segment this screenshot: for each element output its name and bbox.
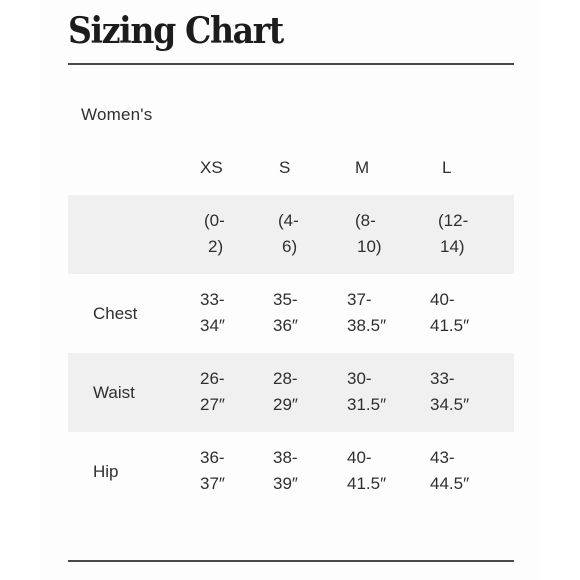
size-range-s: (4- 6) (278, 211, 299, 256)
waist-l: 33- 34.5″ (430, 369, 470, 414)
measurement-row-hip (68, 432, 514, 511)
chest-xs: 33- 34″ (200, 290, 225, 335)
page-title: Sizing Chart (68, 10, 283, 52)
hip-xs: 36- 37″ (200, 448, 225, 493)
hip-l: 43- 44.5″ (430, 448, 470, 493)
size-range-l: (12- 14) (438, 211, 469, 256)
size-header-l: L (442, 158, 452, 177)
size-header-row (68, 141, 514, 195)
chest-l: 40- 41.5″ (430, 290, 470, 335)
size-range-m: (8- 10) (355, 211, 382, 256)
size-range-row (68, 195, 514, 274)
chest-m: 37- 38.5″ (347, 290, 387, 335)
hip-s: 38- 39″ (273, 448, 298, 493)
size-header-m: M (355, 158, 370, 177)
waist-m: 30- 31.5″ (347, 369, 387, 414)
row-label-hip: Hip (93, 462, 119, 481)
hip-m: 40- 41.5″ (347, 448, 387, 493)
size-range-xs: (0- 2) (204, 211, 225, 256)
size-header-s: S (279, 158, 291, 177)
section-label: Women's (81, 105, 153, 124)
title-divider (68, 63, 514, 65)
row-label-waist: Waist (93, 383, 135, 402)
row-label-chest: Chest (93, 304, 138, 323)
measurement-row-waist (68, 353, 514, 432)
chest-s: 35- 36″ (273, 290, 298, 335)
footer-divider (68, 560, 514, 562)
sizing-table (68, 141, 514, 511)
measurement-row-chest (68, 274, 514, 353)
size-header-xs: XS (200, 158, 223, 177)
waist-s: 28- 29″ (273, 369, 298, 414)
waist-xs: 26- 27″ (200, 369, 225, 414)
